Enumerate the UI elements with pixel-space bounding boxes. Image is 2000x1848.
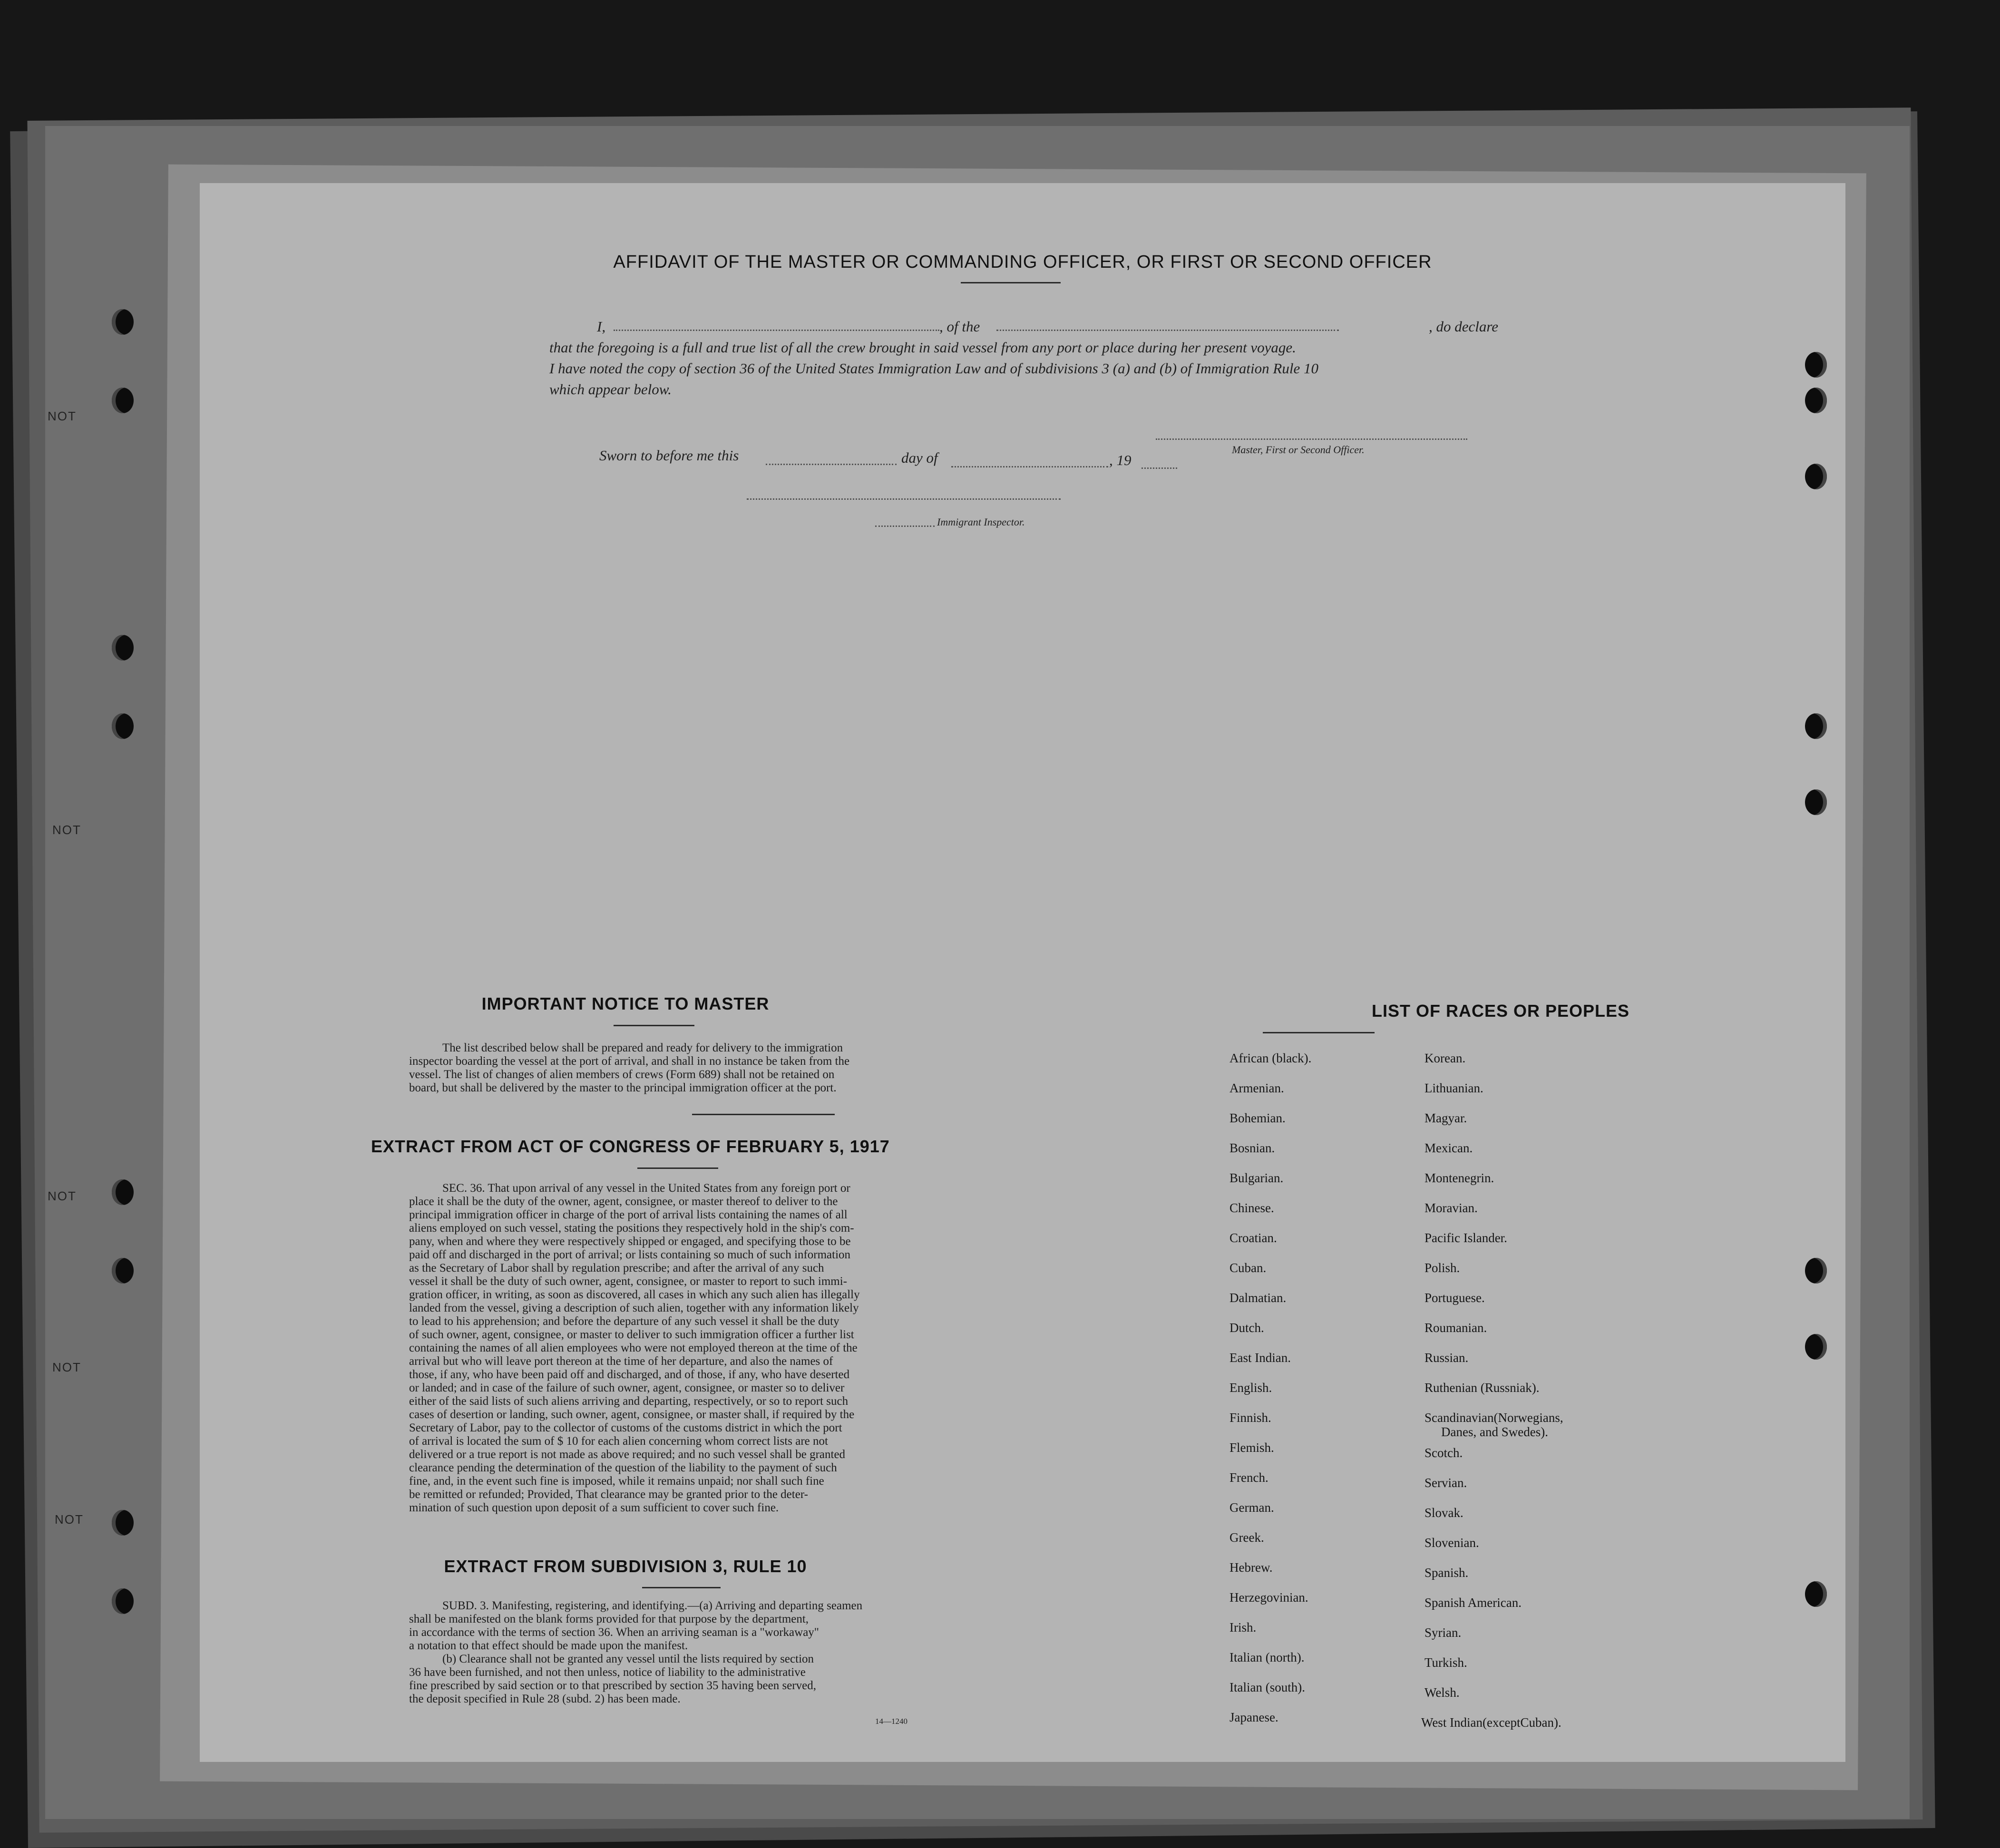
binder-hole <box>1805 1581 1827 1607</box>
section-rule <box>692 1114 835 1115</box>
declaration-line-2: that the foregoing is a full and true list of all the crew brought in said vessel from any port or place during her present voyage. <box>549 339 1296 356</box>
race-item: Servian. <box>1424 1476 1467 1490</box>
race-item: West Indian(exceptCuban). <box>1421 1715 1561 1730</box>
race-item: Spanish. <box>1424 1566 1469 1580</box>
rule-line: a notation to that effect should be made upon the manifest. <box>409 1639 688 1652</box>
race-item: Scandinavian(Norwegians, <box>1424 1410 1563 1425</box>
race-item: East Indian. <box>1229 1351 1291 1365</box>
act-rule <box>637 1167 718 1169</box>
rule-line: 36 have been furnished, and not then unless, notice of liability to the administrative <box>409 1666 806 1679</box>
binder-hole <box>1805 464 1827 489</box>
binder-hole <box>112 635 134 661</box>
race-item: Cuban. <box>1229 1261 1267 1275</box>
act-line: aliens employed on such vessel, stating the positions they respectively hold in the ship's com- <box>409 1222 854 1235</box>
binder-hole <box>112 388 134 413</box>
race-item: Armenian. <box>1229 1081 1284 1095</box>
races-rule <box>1263 1032 1375 1033</box>
race-item: Herzegovinian. <box>1229 1590 1308 1605</box>
act-line: SEC. 36. That upon arrival of any vessel in the United States from any foreign port or <box>442 1182 850 1195</box>
rule-line: in accordance with the terms of section 36. When an arriving seaman is a "workaway" <box>409 1626 820 1639</box>
act-line: clearance pending the determination of the question of the liability to the payment of such <box>409 1461 837 1474</box>
race-item: Bohemian. <box>1229 1111 1286 1125</box>
race-item: Dalmatian. <box>1229 1291 1287 1305</box>
declaration-line-3: I have noted the copy of section 36 of the United States Immigration Law and of subdivisions 3 (a) and (b) of Immigration Rule 10 <box>549 360 1318 377</box>
binder-hole <box>1805 1258 1827 1284</box>
race-item: Hebrew. <box>1229 1560 1273 1575</box>
act-line: of arrival is located the sum of $ 10 for each alien concerning whom correct lists are not <box>409 1435 828 1448</box>
race-item: Finnish. <box>1229 1410 1271 1425</box>
race-item: Welsh. <box>1424 1685 1460 1700</box>
rule-rule <box>642 1587 721 1588</box>
race-item: Polish. <box>1424 1261 1460 1275</box>
act-line: delivered or a true report is not made as above required; and no such vessel shall be granted <box>409 1448 846 1461</box>
binder-hole <box>112 309 134 335</box>
binder-hole <box>112 1510 134 1536</box>
act-line: to lead to his apprehension; and before the departure of any such vessel it shall be the duty <box>409 1315 839 1328</box>
sworn-year-blank[interactable] <box>1141 467 1177 469</box>
rule-line: the deposit specified in Rule 28 (subd. 2) has been made. <box>409 1692 681 1705</box>
day-of-text: day of <box>901 449 938 466</box>
rule-extract-title: EXTRACT FROM SUBDIVISION 3, RULE 10 <box>444 1556 807 1576</box>
manifest-form-page <box>200 183 1845 1762</box>
act-extract-title: EXTRACT FROM ACT OF CONGRESS OF FEBRUARY 5, 1917 <box>371 1137 890 1156</box>
margin-mark: NOT <box>48 409 77 423</box>
race-item: Irish. <box>1229 1620 1257 1634</box>
race-item: Magyar. <box>1424 1111 1467 1125</box>
inspector-signature-lead <box>875 525 935 527</box>
race-item: Bulgarian. <box>1229 1171 1284 1185</box>
act-line: arrival but who will leave port thereon at the time of her departure, and also the names of <box>409 1355 833 1368</box>
notice-text <box>409 1041 1168 1095</box>
inspector-signature-blank[interactable] <box>747 498 1061 500</box>
act-line: vessel it shall be the duty of such owner, agent, consignee, or master to report to such immi- <box>409 1275 847 1288</box>
race-item: Korean. <box>1424 1051 1466 1065</box>
act-line: cases of desertion or landing, such owner, agent, consignee, or master shall, if required by the <box>409 1408 855 1421</box>
race-item: Danes, and Swedes). <box>1441 1425 1548 1439</box>
inspector-signature-label: Immigrant Inspector. <box>937 516 1025 528</box>
name-blank[interactable] <box>614 330 939 331</box>
race-item: Greek. <box>1229 1530 1264 1545</box>
act-line: or landed; and in case of the failure of such owner, agent, consignee, or master so to deliver <box>409 1381 845 1394</box>
declarant-prefix: I, <box>597 318 606 335</box>
race-item: Russian. <box>1424 1351 1469 1365</box>
rule-extract-text <box>409 1599 1168 1706</box>
declaration-line-1 <box>549 316 1498 337</box>
race-item: Spanish American. <box>1424 1595 1522 1610</box>
notice-rule <box>614 1025 694 1026</box>
act-line: paid off and discharged in the port of arrival; or lists containing so much of such information <box>409 1248 851 1261</box>
rule-line: (b) Clearance shall not be granted any vessel until the lists required by section <box>442 1653 814 1665</box>
race-item: Scotch. <box>1424 1446 1463 1460</box>
rule-line: shall be manifested on the blank forms provided for that purpose by the department, <box>409 1613 809 1625</box>
act-line: of such owner, agent, consignee, or master to deliver to such immigration officer a further list <box>409 1328 854 1341</box>
binder-hole <box>1805 388 1827 413</box>
race-item: Portuguese. <box>1424 1291 1485 1305</box>
race-item: Flemish. <box>1229 1440 1274 1455</box>
act-line: landed from the vessel, giving a description of such alien, together with any information likely <box>409 1302 859 1314</box>
rule-line: SUBD. 3. Manifesting, registering, and identifying.—(a) Arriving and departing seamen <box>442 1599 863 1612</box>
notice-line: The list described below shall be prepared and ready for delivery to the immigration <box>442 1041 843 1054</box>
race-item: Mexican. <box>1424 1141 1473 1155</box>
race-item: Pacific Islander. <box>1424 1231 1507 1245</box>
race-item: Bosnian. <box>1229 1141 1275 1155</box>
race-item: French. <box>1229 1470 1268 1485</box>
affidavit-declaration <box>549 316 1498 400</box>
race-item: Syrian. <box>1424 1625 1462 1640</box>
race-item: African (black). <box>1229 1051 1312 1065</box>
form-number: 14—1240 <box>875 1717 907 1726</box>
act-line: principal immigration officer in charge of the port of arrival lists containing the names of all <box>409 1208 848 1221</box>
binder-hole <box>112 1179 134 1205</box>
act-line: those, if any, who have been paid off and discharged, and of those, if any, who have deserted <box>409 1368 850 1381</box>
sworn-text: Sworn to before me this <box>599 447 739 464</box>
master-signature-label: Master, First or Second Officer. <box>1232 444 1365 456</box>
race-item: Moravian. <box>1424 1201 1478 1215</box>
race-item: Chinese. <box>1229 1201 1274 1215</box>
race-item: Italian (south). <box>1229 1680 1305 1694</box>
notice-line: board, but shall be delivered by the master to the principal immigration officer at the port. <box>409 1081 837 1094</box>
race-item: Dutch. <box>1229 1321 1264 1335</box>
act-line: either of the said lists of such aliens arriving and departing, respectively, or so to report such <box>409 1395 849 1408</box>
binder-hole <box>112 1258 134 1284</box>
act-line: gration officer, in writing, as soon as discovered, all cases in which any such alien has illegally <box>409 1288 860 1301</box>
race-item: Turkish. <box>1424 1655 1467 1670</box>
binder-hole <box>1805 352 1827 378</box>
binder-hole <box>112 713 134 739</box>
act-line: place it shall be the duty of the owner, agent, consignee, or master thereof to deliver to the <box>409 1195 838 1208</box>
margin-mark: NOT <box>48 1189 77 1203</box>
binder-hole <box>1805 713 1827 739</box>
margin-mark: NOT <box>52 823 81 837</box>
margin-mark: NOT <box>55 1512 84 1527</box>
act-line: fine, and, in the event such fine is imposed, while it remains unpaid; nor shall such fine <box>409 1475 824 1488</box>
act-line: be remitted or refunded; Provided, That clearance may be granted prior to the deter- <box>409 1488 808 1501</box>
year-prefix: , 19 <box>1109 452 1132 468</box>
act-line: containing the names of all alien employees who were not employed thereon at the time of the <box>409 1342 858 1354</box>
rule-line: fine prescribed by said section or to that prescribed by section 35 having been served, <box>409 1679 816 1692</box>
race-item: Japanese. <box>1229 1710 1278 1724</box>
act-extract-text <box>409 1182 1168 1515</box>
notice-line: vessel. The list of changes of alien members of crews (Form 689) shall not be retained on <box>409 1068 835 1081</box>
act-line: pany, when and where they were respectively shipped or engaged, and specifying those to be <box>409 1235 851 1248</box>
race-item: Montenegrin. <box>1424 1171 1494 1185</box>
sworn-day-blank[interactable] <box>766 464 897 465</box>
race-item: Roumanian. <box>1424 1321 1487 1335</box>
sworn-month-blank[interactable] <box>951 466 1108 467</box>
declare-text: , do declare <box>1428 318 1498 335</box>
act-line: Secretary of Labor, pay to the collector of customs of the customs district in which the port <box>409 1421 842 1434</box>
race-item: German. <box>1229 1500 1274 1515</box>
race-item: Croatian. <box>1229 1231 1277 1245</box>
notice-line: inspector boarding the vessel at the port of arrival, and shall in no instance be taken from the <box>409 1055 850 1068</box>
race-item: Lithuanian. <box>1424 1081 1483 1095</box>
margin-mark: NOT <box>52 1360 81 1374</box>
title-rule <box>961 282 1061 283</box>
race-item: Italian (north). <box>1229 1650 1305 1664</box>
binder-hole <box>1805 789 1827 815</box>
act-line: mination of such question upon deposit of a sum sufficient to cover such fine. <box>409 1501 779 1514</box>
of-the-text: , of the <box>939 318 980 335</box>
notice-title: IMPORTANT NOTICE TO MASTER <box>481 994 770 1013</box>
affidavit-title: AFFIDAVIT OF THE MASTER OR COMMANDING OFFICER, OR FIRST OR SECOND OFFICER <box>613 252 1432 272</box>
declaration-line-4: which appear below. <box>549 381 672 398</box>
race-item: Ruthenian (Russniak). <box>1424 1381 1540 1395</box>
master-signature-blank[interactable] <box>1156 438 1467 440</box>
binder-hole <box>1805 1334 1827 1360</box>
vessel-blank[interactable] <box>996 330 1339 331</box>
race-item: Slovenian. <box>1424 1536 1479 1550</box>
races-title: LIST OF RACES OR PEOPLES <box>1371 1001 1630 1021</box>
act-line: as the Secretary of Labor shall by regulation prescribe; and after the arrival of any such <box>409 1262 824 1274</box>
race-item: Slovak. <box>1424 1506 1463 1520</box>
binder-hole <box>112 1588 134 1614</box>
race-item: English. <box>1229 1381 1272 1395</box>
